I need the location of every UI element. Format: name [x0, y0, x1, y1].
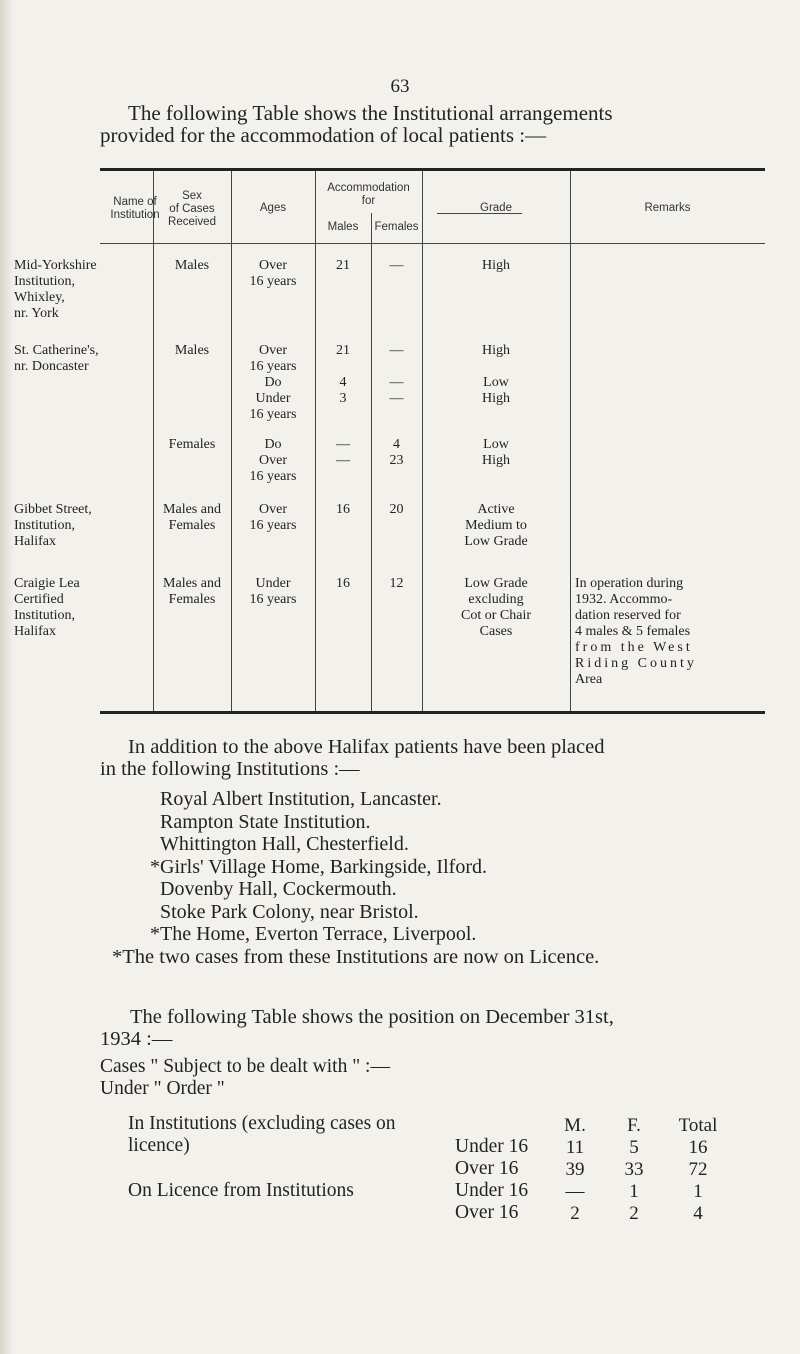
row-st-catherines-ages-5: Over 16 years [249, 453, 297, 484]
row-craigie-lea-sex: Males and Females [163, 576, 221, 607]
row-st-catherines-females-5: 23 [389, 453, 404, 468]
header-males: Males [327, 221, 359, 233]
list-item: *The Home, Everton Terrace, Liverpool. [150, 923, 477, 945]
list-item: Stoke Park Colony, near Bristol. [160, 900, 419, 923]
header-grade: Grade [480, 202, 512, 214]
list-item: *Girls' Village Home, Barkingside, Ilford. [150, 855, 487, 878]
row-mid-yorkshire-males: 21 [336, 258, 350, 273]
institutions-list [150, 788, 487, 946]
stat-row-f: 5 [629, 1137, 639, 1158]
stat-row-m: — [565, 1181, 585, 1202]
row-mid-yorkshire-ages: Over 16 years [249, 258, 297, 289]
list-item: Royal Albert Institution, Lancaster. [160, 788, 442, 810]
list-item: Rampton State Institution. [160, 810, 371, 833]
header-accommodation: Accommodation for [327, 182, 410, 207]
row-craigie-lea-remarks: In operation during 1932. Accommo- dation reserved for 4 males & 5 females from the West Riding County Area [575, 576, 697, 687]
row-mid-yorkshire-grade: High [482, 258, 510, 273]
row-craigie-lea-grade: Low Grade excluding Cot or Chair Cases [461, 576, 531, 639]
stat-row-total: 72 [688, 1159, 708, 1180]
addition-paragraph [100, 736, 760, 780]
row-st-catherines-ages-4: Do [264, 437, 282, 452]
row-st-catherines-grade-5: High [482, 453, 510, 468]
intro-line-1: The following Table shows the Institutional arrangements [128, 101, 613, 125]
list-item: Whittington Hall, Chesterfield. [160, 833, 409, 855]
on-licence-label: On Licence from Institutions [128, 1180, 354, 1201]
row-craigie-lea-females: 12 [389, 576, 404, 591]
row-st-catherines-females-1: — [389, 343, 404, 358]
stat-row-m: 39 [565, 1159, 585, 1180]
row-st-catherines-males-5: — [336, 453, 350, 468]
row-st-catherines-grade-2: Low [483, 375, 509, 390]
row-st-catherines-females-3: — [389, 391, 404, 406]
position-line-2: 1934 :— [100, 1028, 173, 1050]
row-st-catherines-grade-4: Low [483, 437, 509, 452]
header-females: Females [374, 221, 419, 233]
header-ages: Ages [259, 202, 287, 214]
row-st-catherines-ages-1: Over 16 years [249, 343, 297, 374]
row-st-catherines-name: St. Catherine's, nr. Doncaster [14, 343, 99, 374]
row-gibbet-street-grade: Active Medium to Low Grade [464, 502, 528, 549]
column-divider [570, 171, 571, 711]
col-header-m: M. [564, 1115, 586, 1136]
row-st-catherines-males-1: 21 [336, 343, 350, 358]
intro-line-2: provided for the accommodation of local patients :— [100, 123, 547, 147]
stat-row-total: 4 [693, 1203, 703, 1224]
header-remarks: Remarks [644, 202, 691, 214]
page-spine-shadow [0, 0, 14, 1354]
stat-row-m: 2 [570, 1203, 580, 1224]
table-bottom-rule [100, 711, 765, 714]
position-paragraph [100, 1006, 780, 1050]
row-st-catherines-females-2: — [389, 375, 404, 390]
stat-row-total: 1 [693, 1181, 703, 1202]
row-st-catherines-males-2: 4 [339, 375, 347, 390]
stat-row-m: 11 [565, 1137, 585, 1158]
row-st-catherines-females-4: 4 [393, 437, 400, 452]
row-mid-yorkshire-females: — [389, 258, 404, 273]
addition-line-1: In addition to the above Halifax patients have been placed [128, 736, 605, 758]
stat-row-f: 33 [624, 1159, 644, 1180]
row-craigie-lea-ages: Under 16 years [249, 576, 297, 607]
row-craigie-lea-name: Craigie Lea Certified Institution, Halifax [14, 576, 80, 639]
row-gibbet-street-males: 16 [336, 502, 350, 517]
in-institutions-label-cont: licence) [128, 1135, 190, 1156]
stat-row-total: 16 [688, 1137, 708, 1158]
stat-row-age: Over 16 [455, 1158, 519, 1179]
row-st-catherines-ages-3: Under 16 years [249, 391, 297, 422]
position-line-1: The following Table shows the position on December 31st, [130, 1006, 614, 1028]
list-item: Dovenby Hall, Cockermouth. [160, 878, 397, 900]
row-gibbet-street-name: Gibbet Street, Institution, Halifax [14, 502, 92, 549]
cases-subject-line: Cases " Subject to be dealt with " :— [100, 1056, 390, 1077]
row-gibbet-street-ages: Over 16 years [249, 502, 297, 533]
row-st-catherines-males-3: 3 [339, 391, 347, 406]
under-order-line: Under " Order " [100, 1078, 225, 1099]
row-st-catherines-grade-3: High [482, 391, 510, 406]
row-st-catherines-sex-males: Males [174, 343, 210, 358]
table-header-rule [100, 243, 765, 244]
header-sex-of-cases: Sex of Cases Received [168, 190, 216, 228]
stat-row-age: Under 16 [455, 1136, 529, 1157]
row-craigie-lea-males: 16 [336, 576, 350, 591]
in-institutions-label: In Institutions (excluding cases on [128, 1113, 396, 1134]
stat-row-age: Under 16 [455, 1180, 529, 1201]
page-number: 63 [390, 76, 410, 97]
row-gibbet-street-sex: Males and Females [163, 502, 221, 533]
stat-row-f: 1 [629, 1181, 639, 1202]
header-name-of-institution: Name of Institution [110, 196, 160, 221]
row-st-catherines-ages-2: Do [264, 375, 282, 390]
row-mid-yorkshire-sex: Males [174, 258, 210, 273]
row-st-catherines-males-4: — [336, 437, 350, 452]
col-header-total: Total [678, 1115, 718, 1136]
licence-footnote: *The two cases from these Institutions are now on Licence. [112, 946, 600, 968]
row-st-catherines-grade-1: High [482, 343, 510, 358]
table-top-rule [100, 168, 765, 171]
stat-row-f: 2 [629, 1203, 639, 1224]
row-gibbet-street-females: 20 [389, 502, 404, 517]
intro-paragraph [100, 102, 740, 146]
col-header-f: F. [627, 1115, 641, 1136]
stat-row-age: Over 16 [455, 1202, 519, 1223]
row-mid-yorkshire-name: Mid-Yorkshire Institution, Whixley, nr. York [14, 258, 97, 321]
row-st-catherines-sex-females: Females [168, 437, 216, 452]
addition-line-2: in the following Institutions :— [100, 758, 360, 780]
